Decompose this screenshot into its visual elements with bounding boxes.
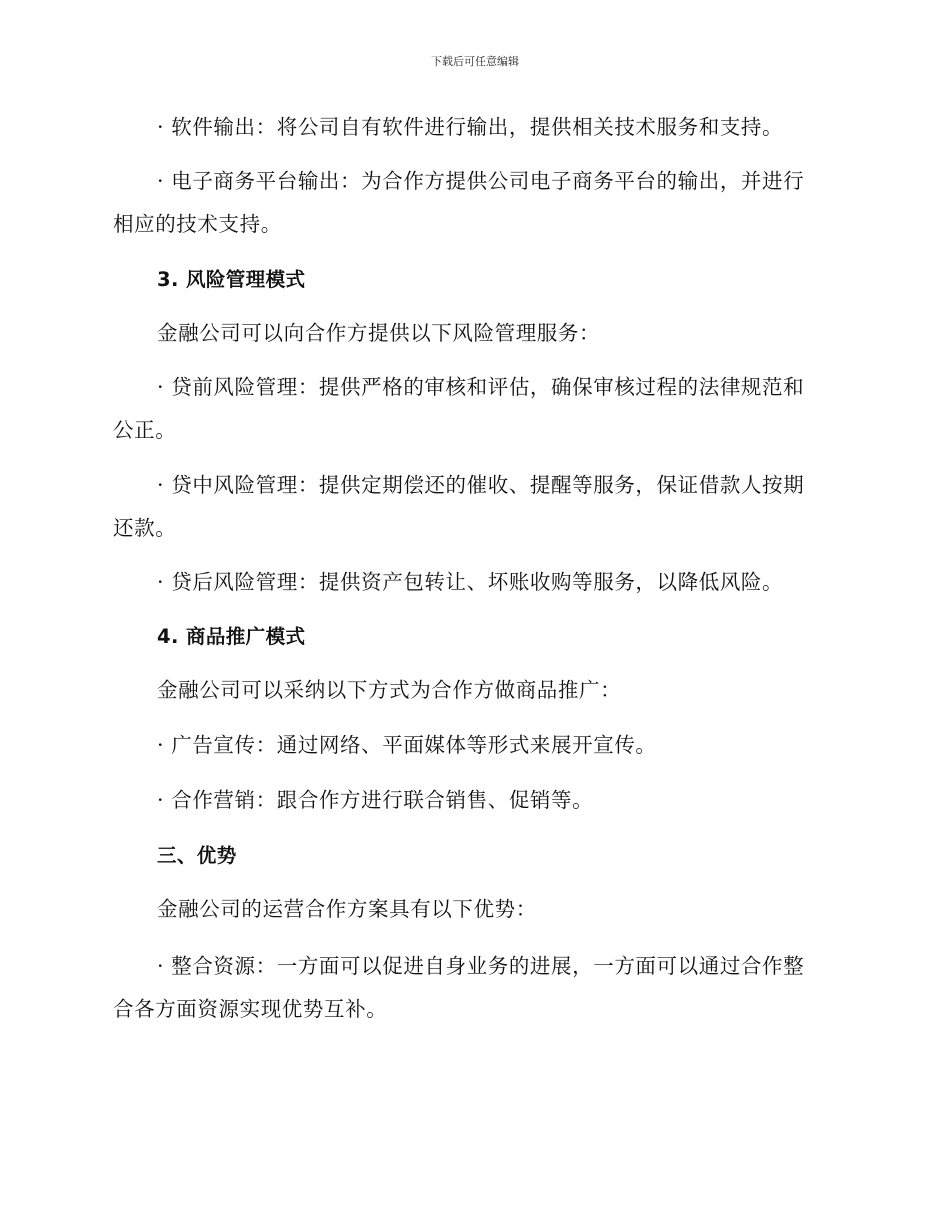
paragraph-promotion-intro: 金融公司可以采纳以下方式为合作方做商品推广： [157, 678, 622, 702]
paragraph-cooperative-marketing: · 合作营销：跟合作方进行联合销售、促销等。 [157, 788, 594, 812]
paragraph-post-loan-risk: · 贷后风险管理：提供资产包转让、坏账收购等服务，以降低风险。 [157, 570, 784, 594]
heading-product-promotion: 4. 商品推广模式 [157, 625, 306, 648]
paragraph-advantages-intro: 金融公司的运营合作方案具有以下优势： [157, 897, 537, 921]
paragraph-software-output: · 软件输出：将公司自有软件进行输出，提供相关技术服务和支持。 [157, 115, 784, 139]
paragraph-advertising: · 广告宣传：通过网络、平面媒体等形式来展开宣传。 [157, 733, 657, 757]
paragraph-risk-intro: 金融公司可以向合作方提供以下风险管理服务： [157, 321, 601, 345]
page-header: 下载后可任意编辑 [431, 55, 519, 68]
paragraph-ecommerce-output: · 电子商务平台输出：为合作方提供公司电子商务平台的输出，并进行相应的技术支持。 [113, 169, 805, 236]
paragraph-pre-loan-risk: · 贷前风险管理：提供严格的审核和评估，确保审核过程的法律规范和公正。 [113, 375, 805, 442]
paragraph-resource-integration: · 整合资源：一方面可以促进自身业务的进展，一方面可以通过合作整合各方面资源实现优势互补。 [113, 954, 805, 1021]
heading-risk-management: 3. 风险管理模式 [157, 268, 306, 291]
heading-advantages: 三、优势 [157, 844, 237, 867]
paragraph-in-loan-risk: · 贷中风险管理：提供定期偿还的催收、提醒等服务，保证借款人按期还款。 [113, 473, 805, 540]
